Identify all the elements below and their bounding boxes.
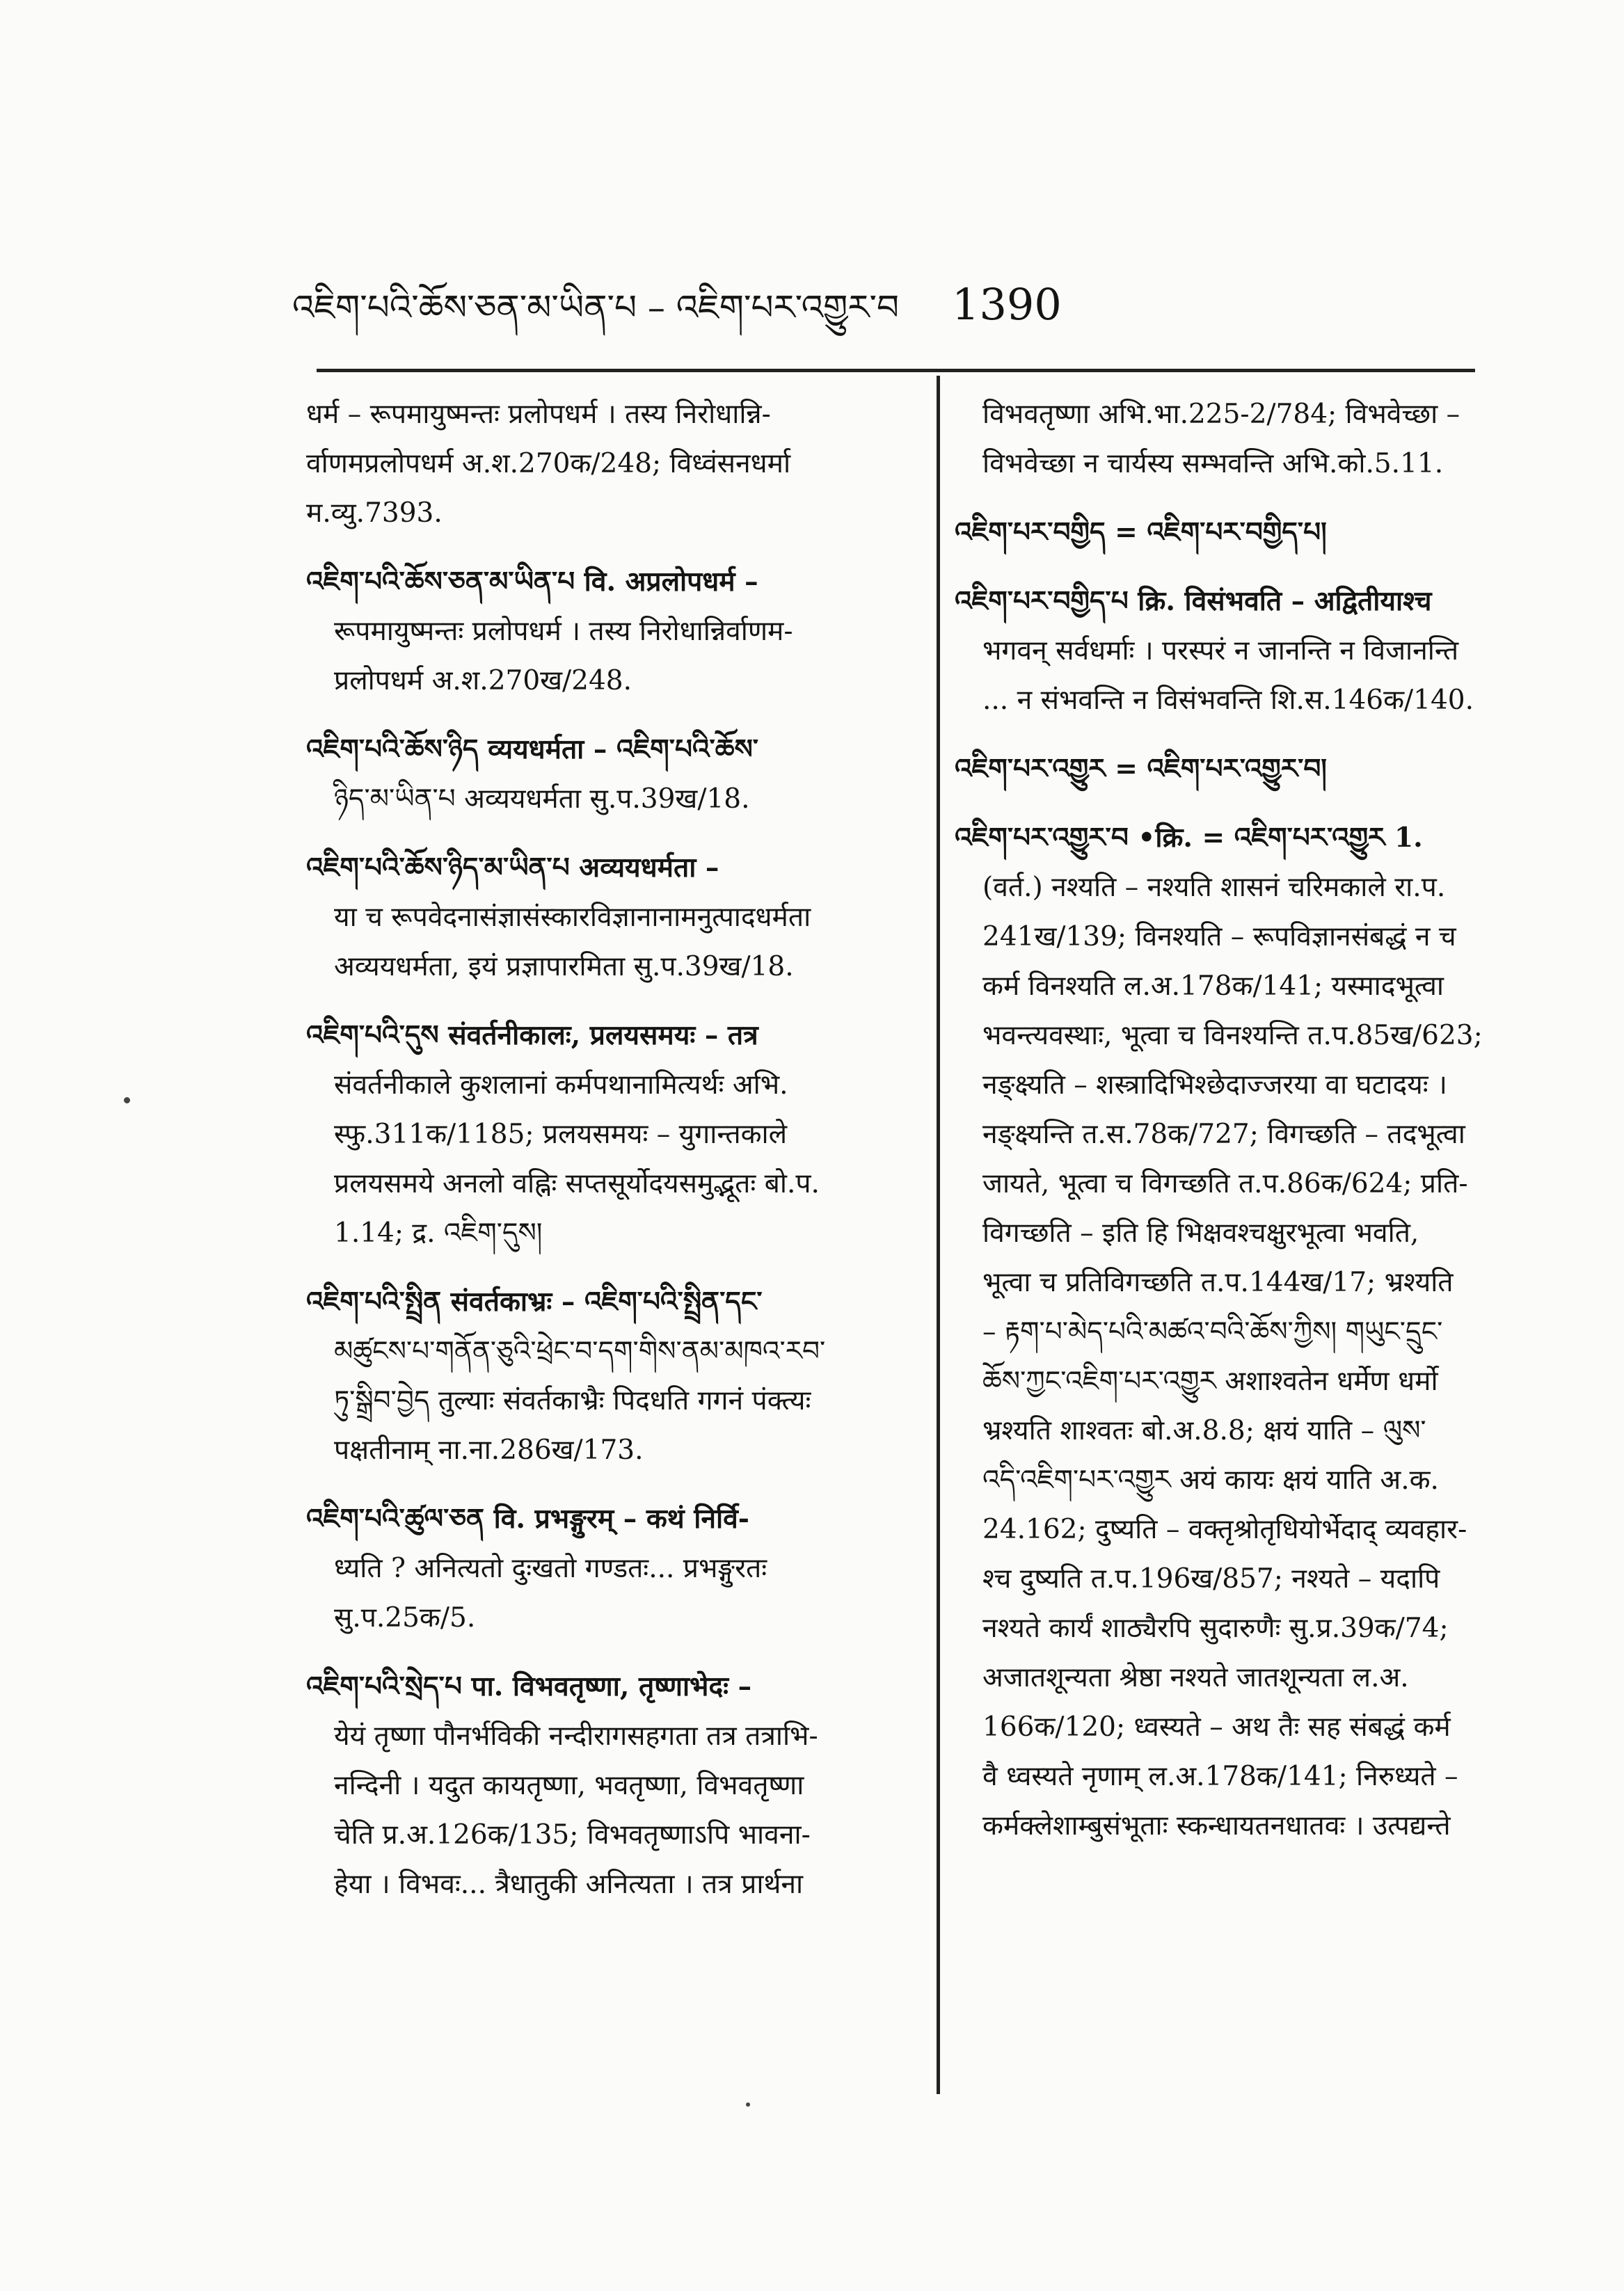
- entry-line: भवन्त्यवस्थाः, भूत्वा च विनश्यन्ति त.प.85ख/623;: [982, 1020, 1483, 1051]
- entry-line: 166क/120; ध्वस्यते – अथ तैः सह संबद्धं कर्म: [982, 1711, 1451, 1743]
- header-rule: [317, 369, 1475, 372]
- entry-line: भ्रश्यति शाश्वतः बो.अ.8.8; क्षयं याति – ལུས་: [982, 1415, 1426, 1446]
- dictionary-entry: [306, 1494, 918, 1643]
- entry-headword-line: འཇིག་པའི་ཆོས་ཉིད व्ययधर्मता – འཇིག་པའི་ཆོས་: [306, 733, 758, 765]
- entry-line: चेति प्र.अ.126क/135; विभवतृष्णाऽपि भावना-: [334, 1819, 811, 1851]
- entry-line: མཚུངས་པ་གནོན་ཅུའི་ཕྲེང་བ་དག་གིས་ནམ་མཁའ་རབ་: [334, 1336, 826, 1367]
- entry-line: कर्म विनश्यति ल.अ.178क/141; यस्मादभूत्वा: [982, 971, 1444, 1002]
- entry-line: 1.14; द्र. འཇིག་དུས།: [334, 1218, 543, 1249]
- header-title: འཇིག་པའི་ཆོས་ཅན་མ་ཡིན་པ – འཇིག་པར་འགྱུར་བ: [292, 287, 900, 328]
- entry-line: विभवतृष्णा अभि.भा.225-2/784; विभवेच्छा –: [982, 399, 1460, 430]
- entry-headword-line: འཇིག་པའི་སྤྲིན संवर्तकाभ्रः – འཇིག་པའི་སྤྲིན་དང་: [306, 1286, 763, 1318]
- entry-line: नङ्क्ष्यति – शस्त्रादिभिश्छेदाज्जरया वा घटादयः ।: [982, 1069, 1447, 1101]
- cross-reference-entry: [955, 744, 1567, 794]
- dictionary-entry: [306, 557, 918, 705]
- entry-line: स्फु.311क/1185; प्रलयसमयः – युगान्तकाले: [334, 1119, 788, 1150]
- entry-line: भगवन् सर्वधर्माः । परस्परं न जानन्ति न विजानन्ति: [982, 635, 1459, 666]
- entry-line: पक्षतीनाम् ना.ना.286ख/173.: [334, 1435, 644, 1466]
- entry-line: नश्यते कार्यं शाठ्यैरपि सुदारुणैः सु.प्र.39क/74;: [982, 1613, 1449, 1644]
- entry-line: ཆོས་ཀྱང་འཇིག་པར་འགྱུར अशाश्वतेन धर्मेण धर्मो: [982, 1366, 1438, 1397]
- right-column: [955, 390, 1567, 1870]
- entry-line: अजातशून्यता श्रेष्ठा नश्यते जातशून्यता ल.अ.: [982, 1662, 1409, 1693]
- dictionary-entry: [306, 390, 918, 538]
- left-column: [306, 390, 918, 1929]
- dictionary-entry: [955, 577, 1567, 725]
- entry-line: अव्ययधर्मता, इयं प्रज्ञापारमिता सु.प.39ख/18.: [334, 951, 794, 982]
- entry-headword-line: འཇིག་པར་བགྱིད་པ क्रि. विसंभवति – अद्वितीयाश्च: [955, 585, 1432, 617]
- entry-line: 241ख/139; विनश्यति – रूपविज्ञानसंबद्धं न च: [982, 921, 1456, 952]
- dictionary-entry: [306, 1011, 918, 1258]
- entry-line: सु.प.25क/5.: [334, 1602, 476, 1634]
- entry-line: रूपमायुष्मन्तः प्रलोपधर्म । तस्य निरोधान्निर्वाणम-: [334, 616, 793, 647]
- entry-line: – རྟག་པ་མེད་པའི་མཚའ་བའི་ཆོས་ཀྱིས། གཡུང་དྲུང་: [982, 1316, 1443, 1348]
- entry-line: या च रूपवेदनासंज्ञासंस्कारविज्ञानानामनुत्पादधर्मता: [334, 902, 811, 933]
- entry-headword-line: འཇིག་པར་འགྱུར་བ •क्रि. = འཇིག་པར་འགྱུར 1.: [955, 822, 1423, 854]
- entry-line: नङ्क्ष्यन्ति त.स.78क/727; विगच्छति – तदभूत्वा: [982, 1119, 1465, 1150]
- entry-line: ... न संभवन्ति न विसंभवन्ति शि.स.146क/140.: [982, 685, 1474, 716]
- entry-line: ཏུ་སྒྲིབ་བྱེད तुल्याः संवर्तकाभ्रैः पिदधति गगनं पंक्त्यः: [334, 1385, 811, 1416]
- dictionary-entry: [306, 843, 918, 991]
- entry-line: म.व्यु.7393.: [306, 497, 443, 529]
- cross-reference-entry: [955, 508, 1567, 557]
- page-number: 1390: [952, 279, 1062, 330]
- dictionary-entry: [306, 725, 918, 824]
- entry-headword-line: འཇིག་པར་འགྱུར = འཇིག་པར་འགྱུར་བ།: [955, 753, 1327, 785]
- entry-headword-line: འཇིག་པའི་ཆོས་ཉིད་མ་ཡིན་པ अव्ययधर्मता –: [306, 852, 719, 884]
- entry-line: हेया । विभवः... त्रैधातुकी अनित्यता । तत्र प्रार्थना: [334, 1869, 804, 1900]
- entry-line: འདི་འཇིག་པར་འགྱུར अयं कायः क्षयं याति अ.क.: [982, 1464, 1439, 1496]
- entry-line: धर्म – रूपमायुष्मन्तः प्रलोपधर्म । तस्य निरोधान्नि-: [306, 399, 771, 430]
- entry-line: (वर्त.) नश्यति – नश्यति शासनं चरिमकाले रा.प.: [982, 872, 1446, 903]
- column-divider: [937, 376, 940, 2094]
- entry-line: भूत्वा च प्रतिविगच्छति त.प.144ख/17; भ्रश्यति: [982, 1267, 1454, 1298]
- entry-line: वै ध्वस्यते नृणाम् ल.अ.178क/141; निरुध्यते –: [982, 1761, 1458, 1792]
- entry-line: नन्दिनी । यदुत कायतृष्णा, भवतृष्णा, विभवतृष्णा: [334, 1770, 804, 1801]
- running-header: [292, 277, 1475, 333]
- entry-headword-line: འཇིག་པའི་དུས संवर्तनीकालः, प्रलयसमयः – तत्र: [306, 1019, 758, 1051]
- entry-headword-line: འཇིག་པའི་ཆོས་ཅན་མ་ཡིན་པ वि. अप्रलोपधर्म –: [306, 566, 758, 598]
- entry-line: येयं तृष्णा पौनर्भविकी नन्दीरागसहगता तत्र तत्राभि-: [334, 1721, 818, 1752]
- dictionary-entry: [955, 813, 1567, 1851]
- entry-line: 24.162; दुष्यति – वक्तृश्रोतृधियोर्भेदाद् व्यवहार-: [982, 1514, 1467, 1545]
- scan-speck: [746, 2102, 750, 2107]
- entry-line: संवर्तनीकाले कुशलानां कर्मपथानामित्यर्थः अभि.: [334, 1069, 788, 1101]
- entry-line: कर्मक्लेशाम्बुसंभूताः स्कन्धायतनधातवः । उत्पद्यन्ते: [982, 1810, 1451, 1842]
- scan-speck: [124, 1097, 130, 1103]
- entry-headword-line: འཇིག་པའི་ཚུལ་ཅན वि. प्रभङ्गुरम् – कथं निर्वि-: [306, 1503, 749, 1535]
- entry-headword-line: འཇིག་པའི་སྲེད་པ पा. विभवतृष्णा, तृष्णाभेदः –: [306, 1670, 752, 1702]
- entry-line: जायते, भूत्वा च विगच्छति त.प.86क/624; प्रति-: [982, 1168, 1468, 1199]
- dictionary-entry: [955, 390, 1567, 488]
- entry-line: श्च दुष्यति त.प.196ख/857; नश्यते – यदापि: [982, 1563, 1440, 1595]
- dictionary-entry: [306, 1662, 918, 1909]
- entry-line: ཉིད་མ་ཡིན་པ अव्ययधर्मता सु.प.39ख/18.: [334, 783, 750, 815]
- entry-headword-line: འཇིག་པར་བགྱིད = འཇིག་པར་བགྱིད་པ།: [955, 516, 1327, 548]
- entry-line: विभवेच्छा न चार्यस्य सम्भवन्ति अभि.को.5.11.: [982, 448, 1444, 479]
- dictionary-entry: [306, 1277, 918, 1475]
- entry-line: र्वाणमप्रलोपधर्म अ.श.270क/248; विध्वंसनधर्मा: [306, 448, 791, 479]
- entry-line: विगच्छति – इति हि भिक्षवश्चक्षुरभूत्वा भवति,: [982, 1218, 1419, 1249]
- entry-line: ध्यति ? अनित्यतो दुःखतो गण्डतः... प्रभङ्गुरतः: [334, 1553, 767, 1584]
- entry-line: प्रलोपधर्म अ.श.270ख/248.: [334, 665, 632, 696]
- entry-line: प्रलयसमये अनलो वह्निः सप्तसूर्योदयसमुद्भूतः बो.प.: [334, 1168, 820, 1199]
